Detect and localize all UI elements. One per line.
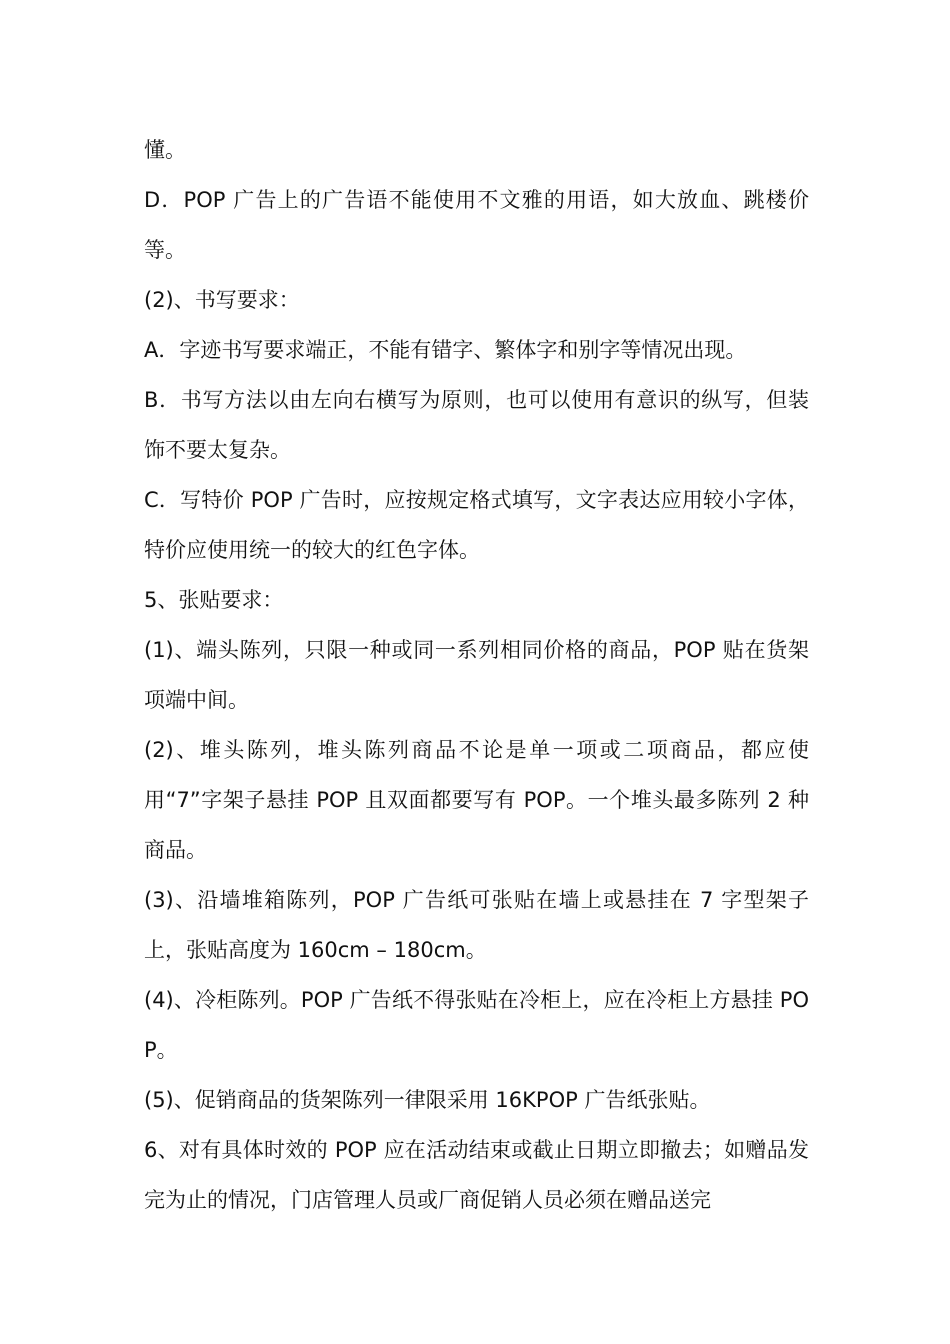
paragraph: (5)、促销商品的货架陈列一律限采用 16KPOP 广告纸张贴。 <box>144 1088 711 1112</box>
paragraph: A．字迹书写要求端正，不能有错字、繁体字和别字等情况出现。 <box>144 338 747 362</box>
paragraph: (2)、堆头陈列，堆头陈列商品不论是单一项或二项商品，都应使用“7”字架子悬挂 POP 且双面都要写有 POP。一个堆头最多陈列 2 种商品。 <box>144 738 809 862</box>
paragraph: (2)、书写要求： <box>144 288 300 312</box>
paragraph: 懂。 <box>144 138 186 162</box>
paragraph: (1)、端头陈列，只限一种或同一系列相同价格的商品，POP 贴在货架项端中间。 <box>144 638 809 712</box>
paragraph: 6、对有具体时效的 POP 应在活动结束或截止日期立即撤去；如赠品发完为止的情况，门店管理人员或厂商促销人员必须在赠品送完 <box>144 1138 809 1212</box>
paragraph: 5、张贴要求： <box>144 588 284 612</box>
paragraph: C．写特价 POP 广告时，应按规定格式填写，文字表达应用较小字体，特价应使用统一的较大的红色字体。 <box>144 488 809 562</box>
paragraph: (4)、冷柜陈列。POP 广告纸不得张贴在冷柜上，应在冷柜上方悬挂 POP。 <box>144 988 809 1062</box>
paragraph: (3)、沿墙堆箱陈列，POP 广告纸可张贴在墙上或悬挂在 7 字型架子上，张贴高度为 160cm – 180cm。 <box>144 888 809 962</box>
document-body <box>144 125 809 1225</box>
paragraph: B．书写方法以由左向右横写为原则，也可以使用有意识的纵写，但装饰不要太复杂。 <box>144 388 809 462</box>
paragraph: D．POP 广告上的广告语不能使用不文雅的用语，如大放血、跳楼价等。 <box>144 188 809 262</box>
